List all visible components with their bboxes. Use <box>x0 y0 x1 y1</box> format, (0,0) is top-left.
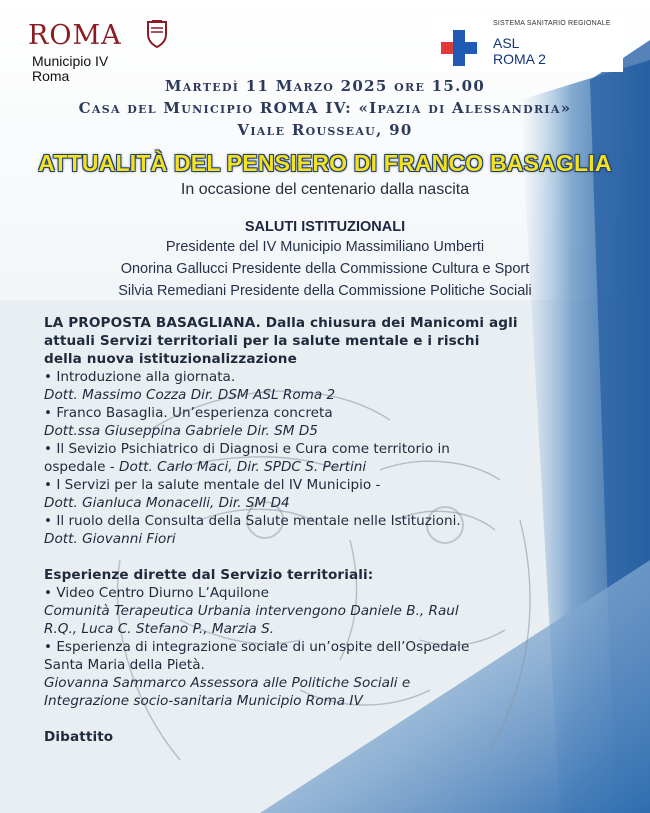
roma-municipio-line: Municipio IV <box>32 53 109 69</box>
section-title: LA PROPOSTA BASAGLIANA. Dalla chiusura dei Manicomi agli <box>44 315 518 331</box>
spacer <box>44 548 604 566</box>
speaker-name: Dott. Gianluca Monacelli, Dir. SM D4 <box>44 495 290 511</box>
section-title: attuali Servizi territoriali per la salute mentale e i rischi <box>44 333 480 349</box>
speaker-name: Dott. Giovanni Fiori <box>44 531 176 547</box>
greeting-line: Onorina Gallucci Presidente della Commissione Cultura e Sport <box>120 261 530 277</box>
experience-line: • Esperienza di integrazione sociale di un’ospite dell’Ospedale <box>44 639 470 655</box>
program-item-continued <box>44 458 604 476</box>
event-address: Viale Rousseau, 90 <box>237 121 413 139</box>
experience-line: R.Q., Luca C. Stefano P., Marzia S. <box>44 621 275 637</box>
program-item: • Franco Basaglia. Un’esperienza concreta <box>44 405 333 421</box>
greeting-line: Presidente del IV Municipio Massimiliano Umberti <box>165 239 485 255</box>
roma-municipio-logo <box>28 20 188 82</box>
program-item-cont-text: ospedale - <box>44 459 120 475</box>
greeting-line: Silvia Remediani Presidente della Commissione Politiche Sociali <box>118 283 532 299</box>
speaker-name: Dott. Carlo Maci, Dir. SPDC S. Pertini <box>119 459 367 475</box>
closing-label: Dibattito <box>44 729 114 745</box>
page-title: ATTUALITÀ DEL PENSIERO DI FRANCO BASAGLIA <box>38 150 612 176</box>
asl-area: ROMA 2 <box>493 51 546 67</box>
roma-city-line: Roma <box>32 68 70 84</box>
experience-line: Santa Maria della Pietà. <box>44 657 205 673</box>
program-item: • I Servizi per la salute mentale del IV Municipio - <box>44 477 381 493</box>
program-item: • Introduzione alla giornata. <box>44 369 236 385</box>
experience-line: Giovanna Sammarco Assessora alle Politiche Sociali e <box>44 675 411 691</box>
experience-line: Integrazione socio-sanitaria Municipio Roma IV <box>44 693 363 709</box>
event-venue: Casa del Municipio ROMA IV: «Ipazia di Alessandria» <box>78 99 572 117</box>
speaker-name: Dott. Massimo Cozza Dir. DSM ASL Roma 2 <box>44 387 336 403</box>
asl-name: ASL <box>493 35 520 51</box>
page-subtitle: In occasione del centenario dalla nascita <box>180 181 470 198</box>
section-title: della nuova istituzionalizzazione <box>44 351 297 367</box>
event-date-time: Martedì 11 Marzo 2025 ore 15.00 <box>164 77 486 95</box>
asl-system-label: SISTEMA SANITARIO REGIONALE <box>493 20 611 27</box>
asl-roma2-logo <box>433 14 623 72</box>
roma-shield-icon <box>146 20 168 48</box>
experience-line: Comunità Terapeutica Urbania intervengono Daniele B., Raul <box>44 603 459 619</box>
roma-wordmark: ROMA <box>28 20 122 51</box>
health-cross-icon <box>441 30 477 66</box>
section-title: Esperienze dirette dal Servizio territoriali: <box>44 567 374 583</box>
program-item: • Il ruolo della Consulta della Salute mentale nelle Istituzioni. <box>44 513 461 529</box>
program-list <box>44 314 604 746</box>
speaker-name: Dott.ssa Giuseppina Gabriele Dir. SM D5 <box>44 423 318 439</box>
program-item: • Il Sevizio Psichiatrico di Diagnosi e Cura come territorio in <box>44 441 450 457</box>
experience-line: • Video Centro Diurno L’Aquilone <box>44 585 269 601</box>
spacer <box>44 710 604 728</box>
greetings-heading: SALUTI ISTITUZIONALI <box>244 219 406 235</box>
